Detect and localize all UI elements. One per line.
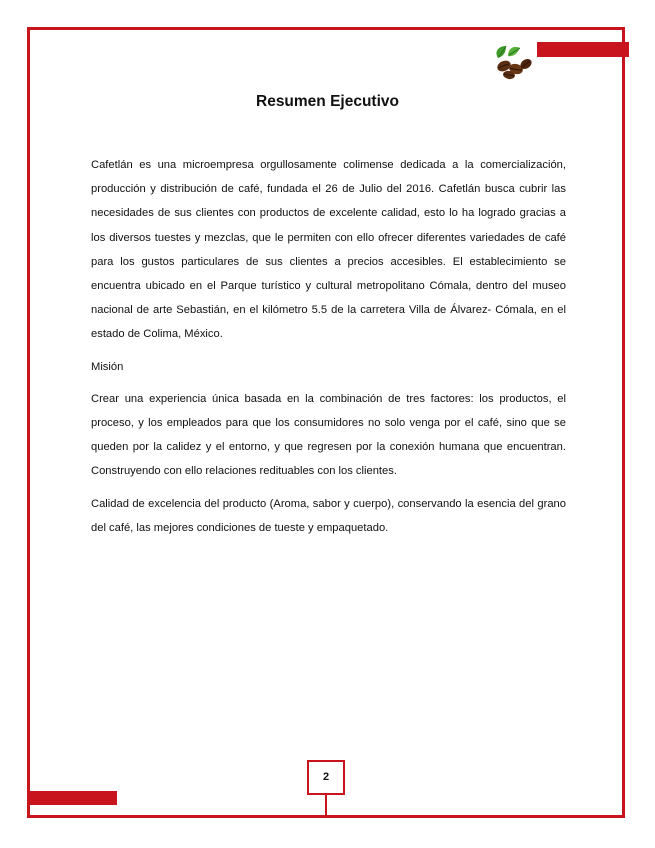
paragraph-calidad: Calidad de excelencia del producto (Aroma, sabor y cuerpo), conservando la esencia del grano del café, las mejores condiciones de tueste y empaquetado. xyxy=(91,497,566,534)
section-heading-mision: Misión xyxy=(91,360,124,373)
paragraph-mision: Crear una experiencia única basada en la combinación de tres factores: los productos, el proceso, y los empleados para que los consumidores no solo venga por el café, sino que se queden por la calidez y el entorno, y que regresen por la conexión humana que encuentran. Construyendo con ello relaciones redituables con los clientes. xyxy=(91,392,566,478)
document-title: Resumen Ejecutivo xyxy=(256,93,399,110)
coffee-logo-icon xyxy=(490,44,536,80)
paragraph-intro: Cafetlán es una microempresa orgullosamente colimense dedicada a la comercialización, producción y distribución de café, fundada el 26 de Julio del 2016. Cafetlán busca cubrir las necesidades de sus clientes con productos de excelente calidad, esto lo ha logrado gracias a los diversos tuestes y mezclas, que le permiten con ello ofrecer diferentes variedades de café para los gustos particulares de sus clientes a precios accesibles. El establecimiento se encuentra ubicado en el Parque turístico y cultural metropolitano Cómala, dentro del museo nacional de arte Sebastián, en el kilómetro 5.5 de la carretera Villa de Álvarez- Cómala, en el estado de Colima, México. xyxy=(91,159,566,341)
page-number: 2 xyxy=(307,760,345,795)
top-accent-bar xyxy=(537,42,629,57)
bottom-accent-bar xyxy=(27,791,117,805)
page-number-connector xyxy=(325,795,327,818)
document-body xyxy=(91,153,566,540)
